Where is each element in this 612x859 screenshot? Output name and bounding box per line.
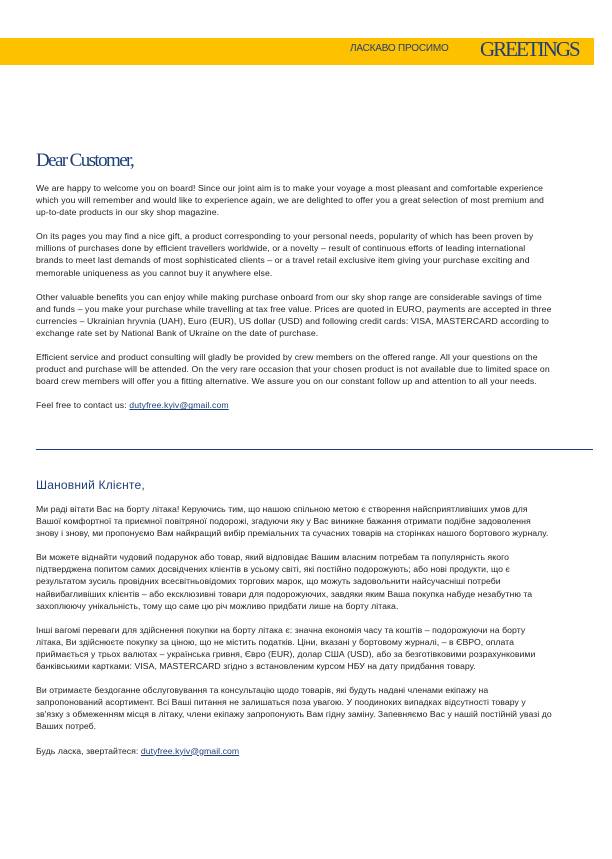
ukrainian-paragraph: Іншi вагомi переваги для здійснення покупки на борту літака є: значна економія часу та коштів – подорожуючи на борту літака, Ви здійснюєте покупку за ціною, що не містить податків. Ціни, вказані у бортовому журналі, – в ЄВРО, оплата приймається у трьох валютах – українська гривня, Євро (EUR), долар США (USD), або за безготівковими розрахунковими банківськими картками: VISA, MASTERCARD згідно з встановленим курсом НБУ на дату придбання товару. xyxy=(36,624,536,672)
english-contact-line xyxy=(36,399,554,411)
english-paragraph: Efficient service and product consulting will gladly be provided by crew members on the offered range. All your questions on the product and purchase will be attended. On the very rare occasion that your chosen product is not available due to limited space on board crew members will offer you a fitting alternative. We assure you on our constant follow up and attention to all your needs. xyxy=(36,352,550,387)
ukrainian-paragraph: Ви отримаєте бездоганне обслуговування та консультацію щодо товарів, які будуть надані членами екіпажу на запропонований асортимент. Всі Ваші питання не залишаться поза увагою. У поодиноких випадках відсутності товару у зв'язку з обмеженням місця в літаку, члени екіпажу запропонують Вам гідну заміну. Запевняємо Вас у нашій постійній увазі до Ваших потреб. xyxy=(36,685,552,732)
english-paragraph: On its pages you may find a nice gift, a product corresponding to your personal needs, popularity of which has been proven by millions of purchases done by efficient travellers worldwide, or a novelty – result of continuous efforts of leading international brands to meet last demands of most sophisticated clients – or a travel retail exclusive item giving your purchase exciting and memorable uniqueness as you cannot buy it anywhere else. xyxy=(36,231,534,278)
english-paragraph: Other valuable benefits you can enjoy while making purchase onboard from our sky shop range are considerable savings of time and funds – you make your purchase while travelling at tax free value. Prices are quoted in EURO, payments are accepted in three currencies – Ukrainian hryvnia (UAH), Euro (EUR), US dollar (USD) and following credit cards: VISA, MASTERCARD according to exchange rate set by National Bank of Ukraine on the date of purchase. xyxy=(36,291,552,338)
english-contact-prefix: Feel free to contact us: xyxy=(36,400,130,411)
english-contact-email-link[interactable]: dutyfree.kyiv@gmail.com xyxy=(129,400,229,411)
ukrainian-letter-body xyxy=(36,503,554,769)
section-divider xyxy=(36,449,593,450)
ukrainian-paragraph: Ви можете віднайти чудовий подарунок або товар, який відповідає Вашим власним потребам та популярність якого підтверджена попитом самих досвідчених клієнтів в усьому світі, які постійно подорожують; або нові продукти, що є результатом зусиль провідних всесвітньовідомих торгових марок, що можуть задовольнити найсучасніші потреби найвибагливіших клієнтів – або ексклюзивні товари для подорожуючих, завдяки яким Ваша покупка набуде незабутню та захоплюючу унікальність, тому що саме цю річ можливо придбати лише на борту літака. xyxy=(36,552,533,611)
ukrainian-paragraph: Ми раді вітати Вас на борту літака! Керуючись тим, що нашою спільною метою є створення найсприятливіших умов для Вашої комфортної та приємної повітряної подорожі, згадуючи яку у Вас виникне бажання отримати подібне задоволення знову і знову, ми пропонуємо Вам найкращий вибір преміальних та сучасних товарів на сторінках нашого бортового журналу. xyxy=(36,504,549,539)
english-paragraph: We are happy to welcome you on board! Since our joint aim is to make your voyage a most pleasant and comfortable experience which you will remember and would like to experience again, we are delighted to offer you a great selection of most premium and up-to-date products in our sky shop magazine. xyxy=(36,183,544,218)
ukrainian-contact-prefix: Будь ласка, звертайтеся: xyxy=(36,745,141,756)
greetings-logo: GREETINGS xyxy=(480,37,579,61)
english-letter-body xyxy=(36,182,554,423)
ukrainian-greeting: Шановний Клієнте, xyxy=(36,478,145,492)
ukrainian-contact-email-link[interactable]: dutyfree.kyiv@gmail.com xyxy=(140,745,240,756)
english-greeting: Dear Customer, xyxy=(36,150,134,171)
header-welcome-label: ЛАСКАВО ПРОСИМО xyxy=(350,43,449,54)
ukrainian-contact-line xyxy=(36,745,554,757)
